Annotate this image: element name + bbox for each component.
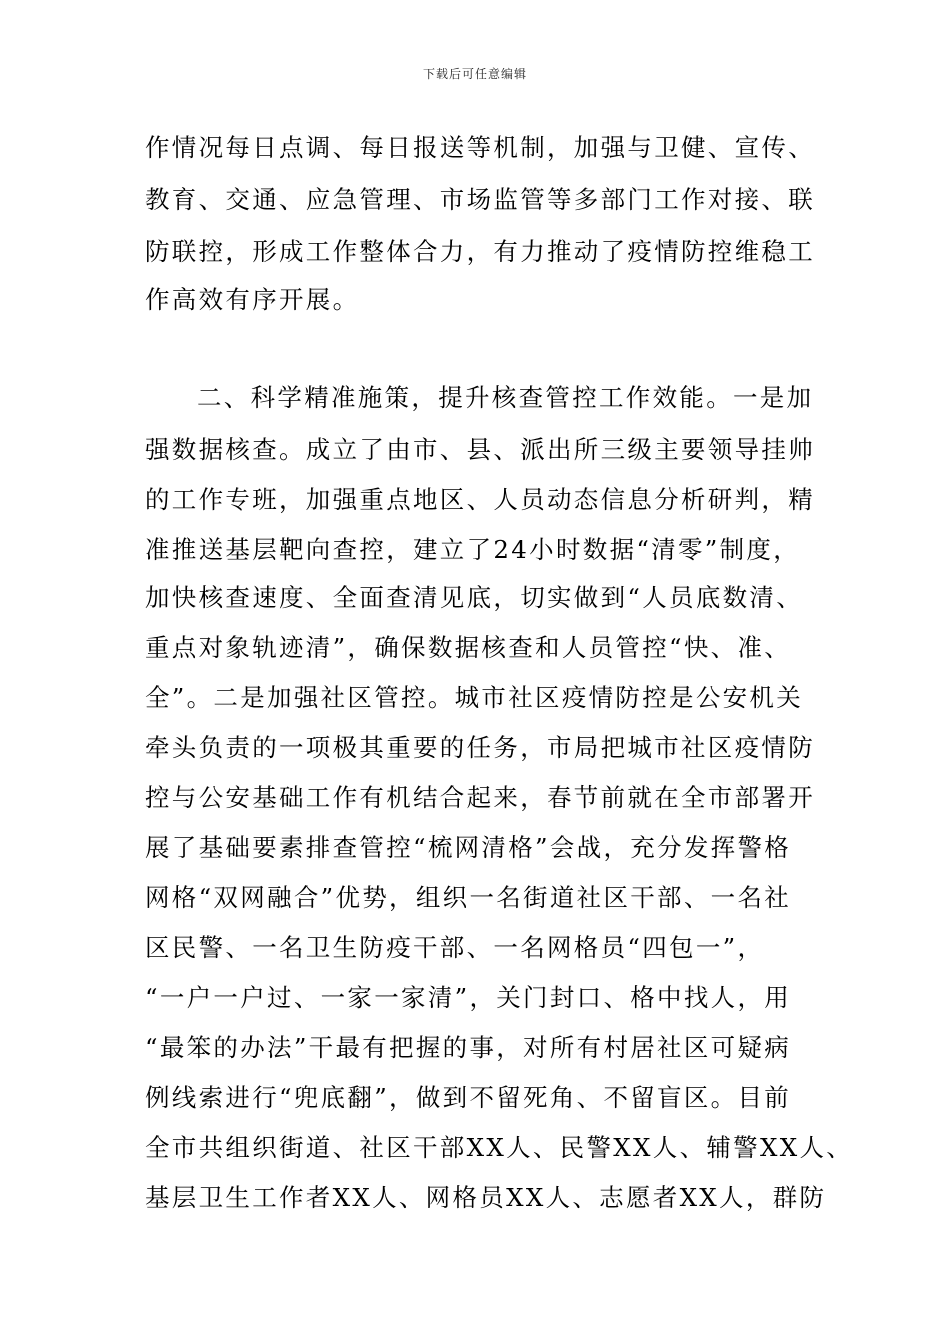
paragraph-line: 例线索进行“兜底翻”，做到不留死角、不留盲区。目前 [145,1083,792,1112]
paragraph-line: 作高效有序开展。 [145,285,360,314]
paragraph-line: 网格“双网融合”优势，组织一名街道社区干部、一名社 [145,883,792,912]
paragraph-line: 全”。二是加强社区管控。城市社区疫情防控是公安机关 [145,683,804,712]
paragraph-line: 教育、交通、应急管理、市场监管等多部门工作对接、联 [145,185,815,214]
paragraph-line: “最笨的办法”干最有把握的事，对所有村居社区可疑病 [145,1033,792,1062]
paragraph-line: 准推送基层靶向查控，建立了24小时数据“清零”制度， [145,535,801,564]
paragraph-line: 区民警、一名卫生防疫干部、一名网格员“四包一”， [145,933,765,962]
paragraph-line: 防联控，形成工作整体合力，有力推动了疫情防控维稳工 [145,237,815,266]
paragraph-line: 基层卫生工作者XX人、网格员XX人、志愿者XX人，群防 [145,1183,827,1212]
paragraph-line: “一户一户过、一家一家清”，关门封口、格中找人，用 [145,983,792,1012]
paragraph-line: 展了基础要素排查管控“梳网清格”会战，充分发挥警格 [145,833,792,862]
paragraph-line: 牵头负责的一项极其重要的任务，市局把城市社区疫情防 [145,733,815,762]
paragraph-line: 强数据核查。成立了由市、县、派出所三级主要领导挂帅 [145,435,815,464]
header-note: 下载后可任意编辑 [422,67,527,81]
paragraph-line: 作情况每日点调、每日报送等机制，加强与卫健、宣传、 [145,133,815,162]
paragraph-line: 的工作专班，加强重点地区、人员动态信息分析研判，精 [145,485,815,514]
paragraph-line: 重点对象轨迹清”，确保数据核查和人员管控“快、准、 [145,633,792,662]
paragraph-line: 二、科学精准施策，提升核查管控工作效能。一是加 [197,383,814,412]
paragraph-line: 全市共组织街道、社区干部XX人、民警XX人、辅警XX人、 [145,1133,854,1162]
paragraph-line: 加快核查速度、全面查清见底，切实做到“人员底数清、 [145,583,804,612]
paragraph-line: 控与公安基础工作有机结合起来，春节前就在全市部署开 [145,783,815,812]
